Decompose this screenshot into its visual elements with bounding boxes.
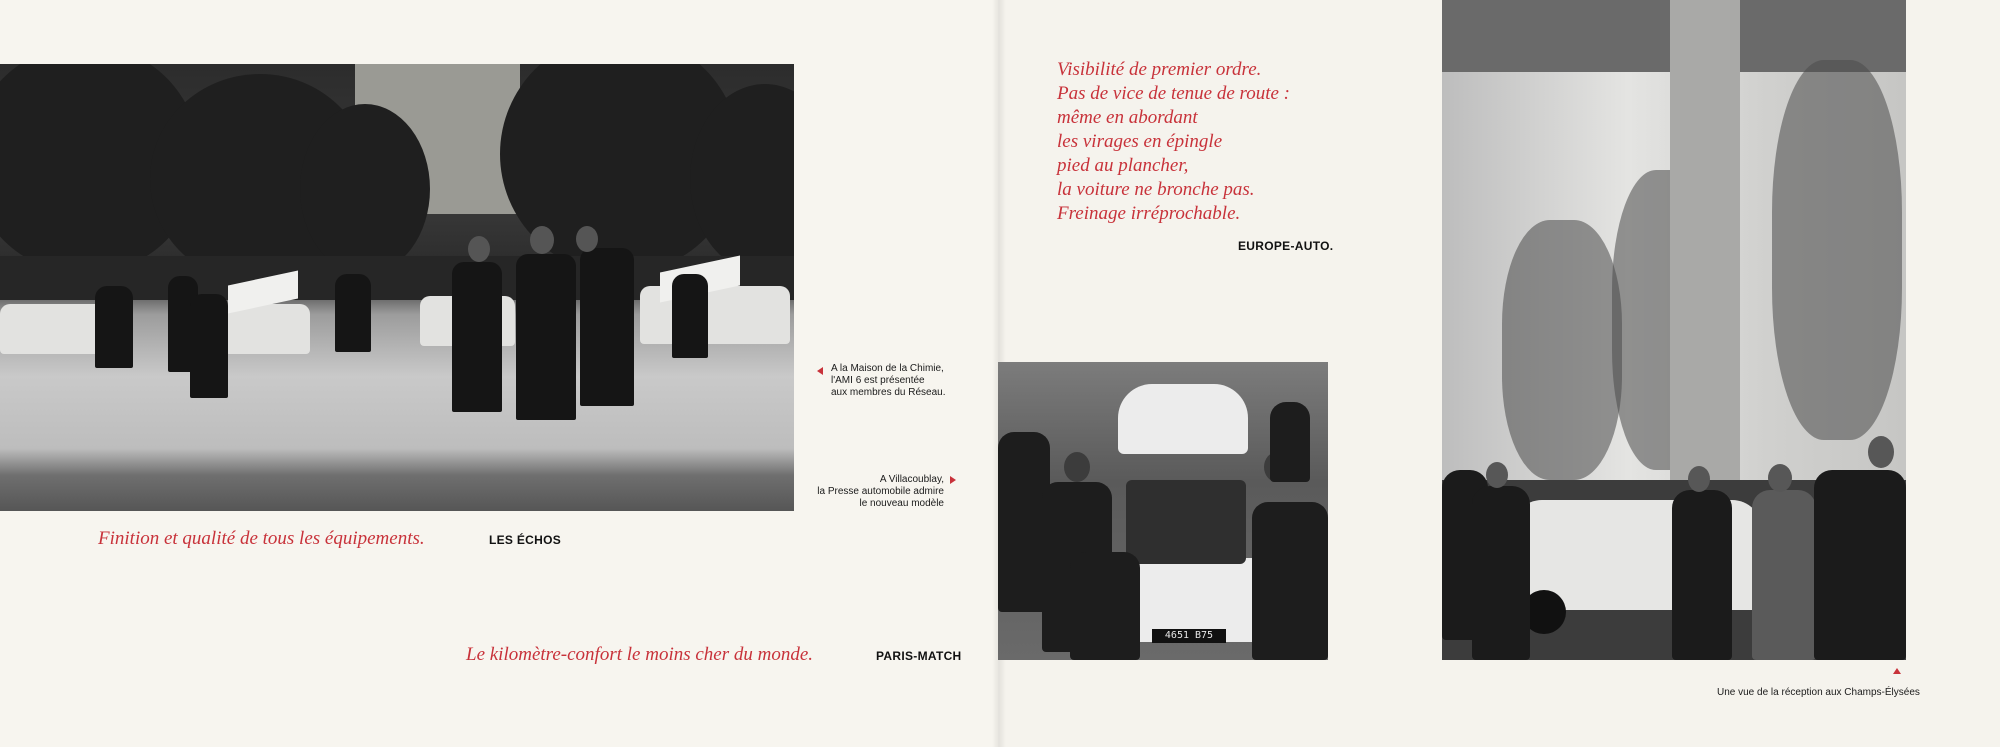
person — [1252, 502, 1328, 660]
poem-line: la voiture ne bronche pas. — [1057, 179, 1255, 200]
triangle-up-marker-icon — [1893, 668, 1901, 674]
person — [1472, 486, 1530, 660]
pillar — [1670, 0, 1740, 500]
poem-europe-auto — [1057, 58, 1290, 226]
source-europe-auto: EUROPE-AUTO. — [1238, 239, 1334, 253]
car — [0, 304, 110, 354]
person-head — [530, 226, 554, 254]
poem-line: Visibilité de premier ordre. — [1057, 59, 1262, 80]
caption-line: A Villacoublay, — [879, 474, 944, 485]
engine — [1126, 480, 1246, 564]
person-head — [1688, 466, 1710, 492]
person-head — [468, 236, 490, 262]
person-head — [576, 226, 598, 252]
person — [1672, 490, 1732, 660]
person-head — [1064, 452, 1090, 482]
poem-line: Pas de vice de tenue de route : — [1057, 83, 1291, 104]
car-roof — [1118, 384, 1248, 454]
photo-villacoublay — [998, 362, 1328, 660]
person — [1752, 490, 1816, 660]
person — [1070, 552, 1140, 660]
quote-finition: Finition et qualité de tous les équipements. — [98, 528, 425, 549]
caption-line: le nouveau modèle — [859, 498, 944, 509]
car — [225, 304, 310, 354]
poem-line: même en abordant — [1057, 107, 1198, 128]
caption-maison-de-la-chimie — [831, 363, 946, 399]
license-plate: 4651 B75 — [1152, 629, 1226, 643]
quote-kilometre: Le kilomètre-confort le moins cher du monde. — [466, 644, 814, 665]
caption-line: A la Maison de la Chimie, — [831, 363, 944, 374]
caption-line: aux membres du Réseau. — [831, 387, 946, 398]
tree — [1502, 220, 1622, 480]
person-head — [1868, 436, 1894, 468]
person — [190, 294, 228, 398]
person — [1270, 402, 1310, 482]
tree — [300, 104, 430, 274]
poem-line: Freinage irréprochable. — [1057, 203, 1241, 224]
caption-villacoublay — [816, 474, 944, 510]
triangle-right-marker-icon — [950, 476, 956, 484]
person-head — [1486, 462, 1508, 488]
caption-line: l'AMI 6 est présentée — [831, 375, 925, 386]
tree — [1772, 60, 1902, 440]
poem-line: pied au plancher, — [1057, 155, 1189, 176]
person — [516, 254, 576, 420]
person — [1814, 470, 1906, 660]
person — [95, 286, 133, 368]
person — [580, 248, 634, 406]
source-paris-match: PARIS-MATCH — [876, 649, 962, 663]
caption-champs-elysees: Une vue de la réception aux Champs-Élysées — [1717, 687, 1920, 698]
source-les-echos: LES ÉCHOS — [489, 533, 562, 547]
poem-line: les virages en épingle — [1057, 131, 1223, 152]
person — [672, 274, 708, 358]
person — [335, 274, 371, 352]
photo-champs-elysees — [1442, 0, 1906, 660]
person-head — [1768, 464, 1792, 492]
triangle-left-marker-icon — [817, 367, 823, 375]
caption-line: la Presse automobile admire — [817, 486, 944, 497]
photo-maison-de-la-chimie — [0, 64, 794, 511]
person — [452, 262, 502, 412]
